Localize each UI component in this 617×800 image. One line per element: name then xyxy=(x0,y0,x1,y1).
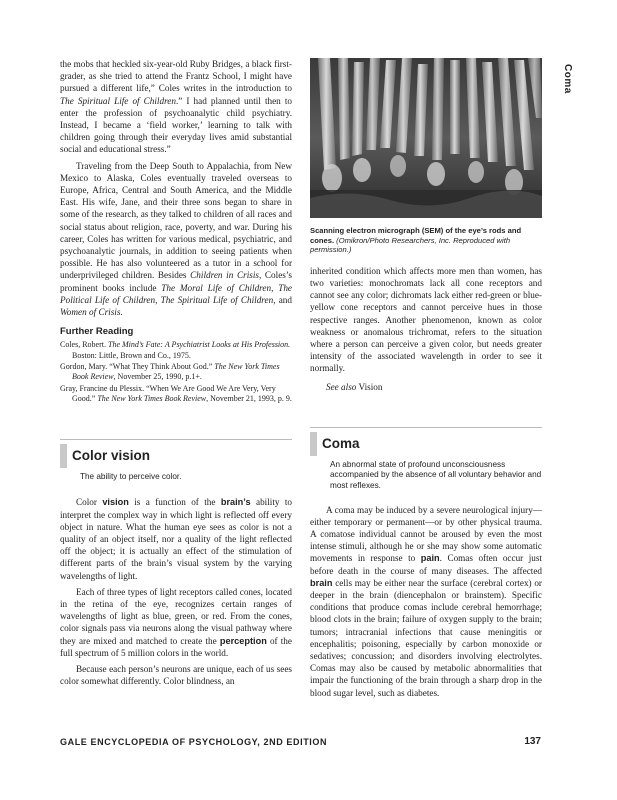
cross-reference: vision xyxy=(102,497,129,508)
entry-header-color-vision xyxy=(60,439,292,468)
text-run: Coles, Robert. xyxy=(60,340,108,350)
paragraph xyxy=(310,504,542,699)
book-title: Women of Crisis xyxy=(60,307,121,318)
further-reading-heading: Further Reading xyxy=(60,326,134,338)
text-run: Boston: Little, Brown and Co., 1975. xyxy=(72,350,191,360)
text-run: Color xyxy=(76,497,103,508)
text-run: .” I had planned until then to enter the profession of psychoanalytic child psychiatry. Instead, I became a ‘field worker,’ learning to talk with children going through their everyday lives amid substantial social and educational stress.” xyxy=(60,95,292,155)
text-run: cells may be either near the surface (cerebral cortex) or deeper in the brain (diencephalon or brainstem). Specific conditions that produce comas include cerebral hemorrhage; blood clots in the brain; failure of oxygen supply to the brain; tumors; intracranial infections that cause meningitis or encephalitis; poisoning, especially by carbon monoxide or sedatives; concussion; and disorders involving electrolytes. Comas may also be caused by metabolic abnormalities that impair the functioning of the brain through a sharp drop in the blood sugar level, such as diabetes. xyxy=(310,577,542,698)
entry-definition: An abnormal state of profound unconsciousness accompanied by the absence of all voluntary behavior and most reflexes. xyxy=(330,459,542,490)
text-run: Each of three types of light receptors called cones, located in the retina of the eye, recognizes certain ranges of wavelengths of light as blue, green, or red. From the cones, color signals pass via neurons along the visual pathway where they are mixed and matched to create the xyxy=(60,586,292,646)
photo-caption xyxy=(310,226,542,255)
paragraph: Because each person’s neurons are unique, each of us sees color somewhat differently. Color blindness, an xyxy=(60,663,292,687)
cross-reference: brain xyxy=(310,577,333,588)
page-number: 137 xyxy=(524,736,541,747)
footer-book-title: GALE ENCYCLOPEDIA OF PSYCHOLOGY, 2ND EDITION xyxy=(60,737,328,747)
reference-item xyxy=(60,362,292,383)
text-run: Traveling from the Deep South to Appalachia, from New Mexico to Alaska, Coles eventually traveled overseas to Europe, Africa, Central and South America, and the Middle East. His wife, Jane, and their three sons began to share in some of the research, as they talked to children of all races and social status about religion, race, poverty, and war. During his career, Coles has written for various medical, psychiatric, and psychoanalytic journals, in addition to seeing patients when possible. He has also volunteered as a tutor in a school for underprivileged children. Besides xyxy=(60,160,292,281)
caption-title: Scanning electron micrograph (SEM) of the eye’s rods and cones. xyxy=(310,226,522,245)
see-also-link[interactable]: Vision xyxy=(356,381,383,392)
text-run: the mobs that heckled six-year-old Ruby Bridges, a black first-grader, as she tried to attend the Frantz School, I might have pursued a different life,” Coles writes in the introduction to xyxy=(60,59,292,94)
reference-item xyxy=(60,340,292,361)
text-run: . xyxy=(120,307,123,318)
entry-title: Color vision xyxy=(72,447,151,463)
book-title: The New York Times Book Review xyxy=(97,394,207,404)
text-run: of the full spectrum of 5 million colors in the world. xyxy=(60,635,292,658)
reference-item xyxy=(60,384,292,405)
text-run: , Coles’s prominent books include xyxy=(60,270,292,293)
entry-header-coma xyxy=(310,427,542,456)
text-run: Gordon, Mary. “What They Think About God.” xyxy=(60,362,215,372)
book-title: The Spiritual Life of Children xyxy=(60,95,176,106)
cross-reference: pain xyxy=(420,553,440,564)
left-column xyxy=(60,58,292,687)
text-run: ability to interpret the complex way in which light is reflected off every object in nature. What the human eye sees as color is not a quality of an object itself, nor a quality of the light reflected off the object; it is actually an effect of the stimulation of different parts of the brain’s visual system by the varying wavelengths of light. xyxy=(60,497,292,581)
text-run: , November 21, 1993, p. 9. xyxy=(206,394,292,404)
text-run: , November 25, 1990, p.1+. xyxy=(113,372,202,382)
see-also xyxy=(310,381,542,393)
entry-definition: The ability to perceive color. xyxy=(80,471,182,481)
caption-credit: (Omikron/Photo Researchers, Inc. Reproduced with permission.) xyxy=(310,235,511,255)
book-title: The Mind’s Fate: A Psychiatrist Looks at His Profession. xyxy=(108,340,291,350)
cross-reference: brain’s xyxy=(220,497,251,508)
entry-bar-decoration xyxy=(310,432,317,456)
text-run: . Comas often occur just before death in the course of many diseases. The affected xyxy=(310,553,542,576)
paragraph xyxy=(60,586,292,659)
right-column xyxy=(310,58,542,699)
text-run: and xyxy=(275,294,292,305)
paragraph xyxy=(60,496,292,581)
book-title: The Moral Life of Children, The Political Life of Children, The Spiritual Life of Children, xyxy=(60,282,292,305)
text-run: Gray, Francine du Plessix. “When We Are Good We Are Very, Very Good.” xyxy=(60,383,276,404)
paragraph xyxy=(60,58,292,156)
sem-micrograph-photo xyxy=(310,58,542,218)
book-title: Children in Crisis xyxy=(190,270,259,281)
cross-reference: perception xyxy=(219,635,267,646)
entry-title: Coma xyxy=(322,435,360,451)
running-head: Coma xyxy=(562,64,573,94)
text-run: A coma may be induced by a severe neurological injury—either temporary or permanent—or by other physical trauma. A comatose individual cannot be aroused by even the most intense stimuli, although he or she may show some automatic movements in response to xyxy=(310,504,542,564)
book-title: The New York Times Book Review xyxy=(72,362,280,382)
paragraph xyxy=(60,160,292,319)
entry-bar-decoration xyxy=(60,444,67,468)
text-run: is a function of the xyxy=(128,497,221,508)
see-also-label: See also xyxy=(326,381,357,392)
paragraph: inherited condition which affects more men than women, has two varieties: monochromats lack all cone receptors and cannot see any color; dichromats lack either red-green or blue-yellow cone receptors and cannot perceive hues in those respective ranges. Another phenomenon, known as color weakness or anomalous trichromat, refers to the situation where a person can perceive a given color, but needs greater intensity of the associated wavelength in order to see it normally. xyxy=(310,265,542,374)
